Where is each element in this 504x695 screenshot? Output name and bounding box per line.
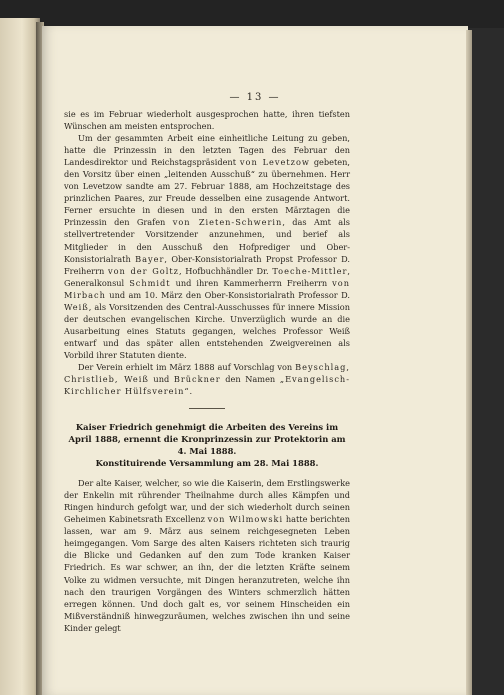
- paragraph-2: [64, 132, 350, 361]
- paragraph-2-text-e: , Hofbuchhändler Dr.: [178, 265, 273, 276]
- name-mirbach: von Mirbach: [64, 277, 350, 300]
- paragraph-2-text-c: , das Amt als stellvertretender Vorsitzender anzunehmen, und berief als Mitglieder in den Ausschuß den Hofprediger und Ober-Konsistorialrath: [64, 217, 350, 264]
- paragraph-4-text-b: hatte berichten lassen, war am 9. März aus seinem reichgesegneten Leben heimgegangen. Vom Sarge des alten Kaisers richteten sich traurig die Blicke und Gedanken auf den zum Tode kranken Kaiser Friedrich. Es war schwer, an ihn, der die letzten Kräfte seinem Volke zu widmen versuchte, mit Dingen heranzutreten, welche ihn nach den traurigen Vorgängen des Winters schmerzlich hätten erregen können. Und doch galt es, vor seinem Hinscheiden ein Mißverständniß hinwegzuräumen, welches zwischen ihn und seine Kinder gelegt: [64, 514, 350, 633]
- name-zieten-schwerin: von Zieten-Schwerin: [172, 217, 283, 228]
- page-text: [64, 108, 350, 634]
- paragraph-3-text-a: Der Verein erhielt im März 1888 auf Vorschlag von: [78, 361, 296, 372]
- paragraph-3-text-b: und: [148, 374, 174, 385]
- paragraph-2-text-b: gebeten, den Vorsitz über einen „leitenden Ausschuß“ zu übernehmen. Herr von Levetzow sandte am 27. Februar 1888, am Hochzeitstage des prinzlichen Paares, zur Freude desselben eine zusagende Antwort. Ferner ersuchte in diesen und in den ersten Märztagen die Prinzessin den Grafen: [64, 157, 351, 228]
- paragraph-2-text-f: , Generalkonsul: [64, 265, 350, 288]
- section-divider: [189, 408, 225, 409]
- paragraph-2-text-d: , Ober-Konsistorialrath Propst Professor D. Freiherrn: [64, 253, 350, 276]
- name-wilmowski: von Wilmowski: [207, 514, 284, 525]
- paragraph-3: [64, 361, 350, 397]
- association-name: „Evangelisch-Kirchlicher Hülfsverein“.: [64, 374, 350, 397]
- name-toeche-mittler: Toeche-Mittler: [272, 265, 348, 276]
- page-number: — 13 —: [229, 92, 281, 103]
- paragraph-2-text-a: Um der gesammten Arbeit eine einheitliche Leitung zu geben, hatte die Prinzessin in den letzten Tagen des Februar den Landesdirektor und Reichstagspräsident: [64, 133, 350, 168]
- paragraph-4: [64, 477, 350, 634]
- paragraph-2-text-i: , als Vorsitzenden des Central-Ausschusses für innere Mission der deutschen evangelischen Kirche. Unverzüglich wurde an die Ausarbeitung eines Statuts gegangen, welches Professor Weiß entwarf und das später allen entstehenden Zweigvereinen als Vorbild ihrer Statuten diente.: [64, 301, 350, 360]
- previous-page-edge: [0, 18, 40, 695]
- paragraph-4-text-a: Der alte Kaiser, welcher, so wie die Kaiserin, dem Erstlingswerke der Enkelin mit rührender Theilnahme durch alles Kämpfen und Ringen hindurch gefolgt war, und der sich wiederholt durch seinen Geheimen Kabinetsrath Excellenz: [64, 478, 350, 525]
- paragraph-3-text-c: den Namen: [220, 374, 280, 385]
- section-heading-line-2: Konstituirende Versammlung am 28. Mai 1888.: [95, 458, 319, 469]
- section-heading-line-1: Kaiser Friedrich genehmigt die Arbeiten des Vereins im April 1888, ernennt die Kronprinzessin zur Protektorin am 4. Mai 1888.: [68, 422, 346, 457]
- section-heading: [64, 421, 350, 469]
- paragraph-1: sie es im Februar wiederholt ausgesprochen hatte, ihren tiefsten Wünschen am meisten entsprochen.: [64, 109, 350, 132]
- name-bayer: Bayer: [135, 253, 165, 264]
- name-schmidt: Schmidt: [129, 277, 171, 288]
- paragraph-2-text-g: und ihren Kammerherrn Freiherrn: [170, 277, 333, 288]
- names-beyschlag-christlieb-weiss: Beyschlag, Christlieb, Weiß: [64, 361, 350, 385]
- name-weiss: Weiß: [64, 301, 89, 312]
- paragraph-2-text-h: und am 10. März den Ober-Konsistorialrath Professor D.: [105, 289, 350, 300]
- name-brueckner: Brückner: [173, 374, 221, 385]
- name-goltz: von der Goltz: [108, 265, 179, 276]
- name-levetzow: von Levetzow: [239, 157, 310, 168]
